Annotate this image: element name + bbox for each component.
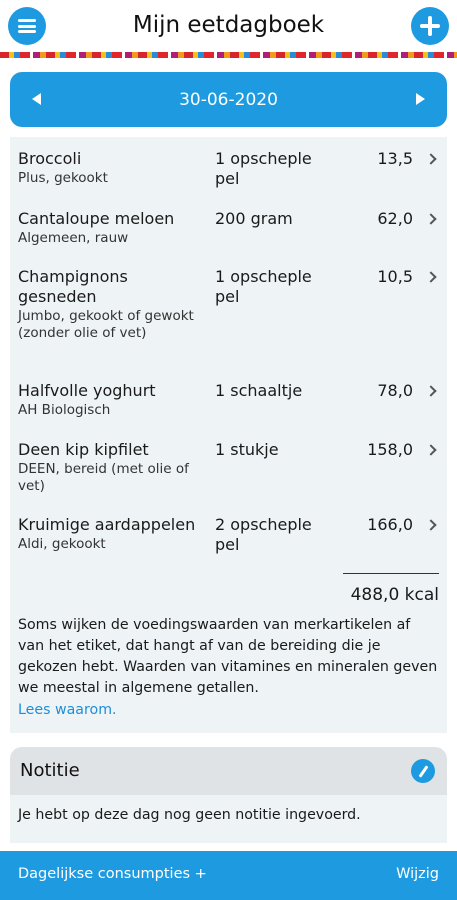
food-detail: DEEN, bereid (met olie of vet) — [18, 461, 189, 494]
edit-note-button[interactable] — [411, 759, 435, 783]
note-header — [10, 747, 447, 795]
food-name: Cantaloupe meloen Algemeen, rauw — [18, 209, 208, 247]
chevron-right-icon — [425, 271, 436, 282]
note-text: Je hebt op deze dag nog geen notitie ingevoerd. — [18, 807, 361, 823]
selected-date[interactable]: 30-06-2020 — [179, 89, 278, 110]
chevron-right-icon — [425, 153, 436, 164]
triangle-left-icon[interactable] — [32, 93, 41, 105]
food-kcal: 62,0 — [377, 209, 413, 228]
chevron-right-icon — [425, 213, 436, 224]
food-quantity: 200 gram — [215, 209, 293, 228]
triangle-right-icon[interactable] — [416, 93, 425, 105]
food-quantity: 1 stukje — [215, 440, 279, 459]
decorative-stripe — [0, 52, 457, 58]
date-navigator — [10, 72, 447, 127]
daily-consumptions-button[interactable]: Dagelijkse consumpties + — [18, 866, 207, 882]
food-quantity: 1 opscheple pel — [215, 267, 312, 306]
food-quantity: 1 opscheple pel — [215, 149, 312, 188]
food-detail: Jumbo, gekookt of gewokt (zonder olie of vet) — [18, 308, 194, 341]
chevron-right-icon — [425, 385, 436, 396]
total-kcal: 488,0 kcal — [350, 585, 439, 605]
chevron-right-icon — [425, 444, 436, 455]
food-detail: Algemeen, rauw — [18, 230, 129, 246]
food-name: Kruimige aardappelen Aldi, gekookt — [18, 515, 208, 553]
food-name: Champignons gesneden Jumbo, gekookt of gewokt (zonder olie of vet) — [18, 267, 208, 342]
disclaimer-text: Soms wijken de voedingswaarden van merkartikelen af van het etiket, dat hangt af van de bereiding die je gekozen hebt. Waarden van vitamines en mineralen geven we meestal in algemene getallen. — [18, 617, 438, 696]
top-bar — [0, 0, 457, 52]
food-kcal: 166,0 — [367, 515, 413, 534]
food-quantity: 1 schaaltje — [215, 381, 303, 400]
pencil-icon — [418, 765, 428, 777]
food-detail: Plus, gekookt — [18, 170, 108, 186]
food-name: Broccoli Plus, gekookt — [18, 149, 208, 187]
total-divider — [343, 573, 439, 574]
food-detail: AH Biologisch — [18, 402, 111, 418]
food-kcal: 10,5 — [377, 267, 413, 286]
read-more-link[interactable]: Lees waarom. — [18, 702, 117, 718]
food-detail: Aldi, gekookt — [18, 536, 106, 552]
food-kcal: 158,0 — [367, 440, 413, 459]
food-list-panel — [10, 137, 447, 733]
add-entry-button[interactable] — [411, 7, 449, 45]
food-quantity: 2 opscheple pel — [215, 515, 312, 554]
food-kcal: 13,5 — [377, 149, 413, 168]
note-body — [10, 795, 447, 843]
food-name: Halfvolle yoghurt AH Biologisch — [18, 381, 208, 419]
plus-icon — [420, 16, 440, 36]
note-title: Notitie — [20, 760, 80, 781]
chevron-right-icon — [425, 519, 436, 530]
food-name: Deen kip kipfilet DEEN, bereid (met olie of vet) — [18, 440, 208, 495]
food-kcal: 78,0 — [377, 381, 413, 400]
page-title: Mijn eetdagboek — [132, 12, 325, 38]
bottom-bar — [0, 851, 457, 900]
edit-button[interactable]: Wijzig — [396, 866, 439, 882]
